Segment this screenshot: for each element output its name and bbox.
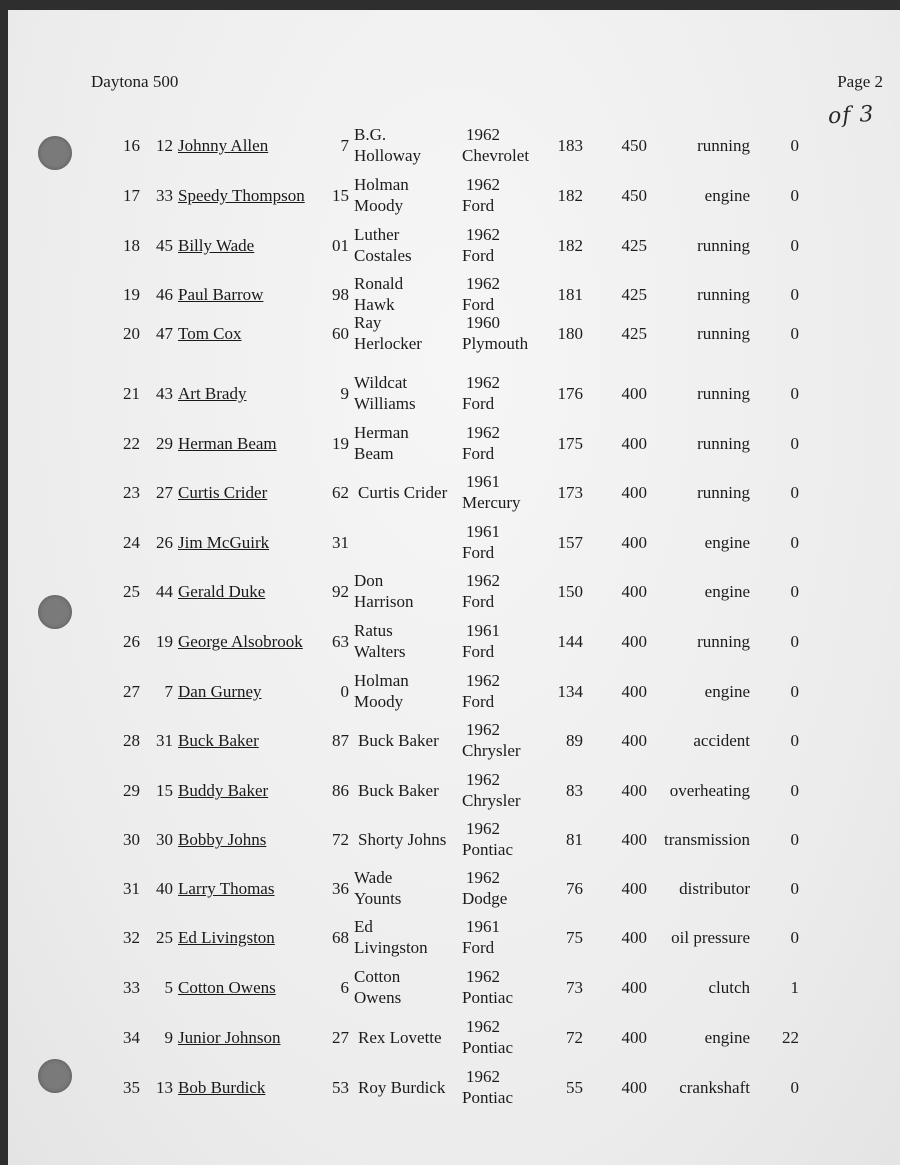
laps-completed: 157	[557, 533, 583, 552]
finish-status: running	[697, 236, 750, 255]
finish-position: 35	[123, 1078, 140, 1097]
points: 0	[790, 731, 799, 750]
prize-money: 400	[621, 781, 647, 800]
laps-completed: 182	[557, 186, 583, 205]
laps-completed: 144	[557, 632, 583, 651]
car-make: Ford	[462, 592, 495, 611]
finish-position: 22	[123, 434, 140, 453]
points: 0	[790, 879, 799, 898]
start-position: 27	[156, 483, 173, 502]
finish-status: running	[697, 483, 750, 502]
finish-position: 21	[123, 384, 140, 403]
finish-status: engine	[704, 682, 750, 701]
car-number: 86	[332, 781, 349, 800]
prize-money: 400	[621, 928, 647, 947]
prize-money: 400	[621, 632, 647, 651]
table-row	[8, 918, 900, 962]
car-number: 60	[332, 324, 349, 343]
driver-link[interactable]: Paul Barrow	[178, 285, 264, 304]
points: 0	[790, 236, 799, 255]
prize-money: 400	[621, 978, 647, 997]
finish-position: 32	[123, 928, 140, 947]
owner-name: Roy Burdick	[358, 1078, 446, 1097]
table-row	[8, 968, 900, 1012]
table-row	[8, 473, 900, 517]
finish-status: engine	[704, 186, 750, 205]
laps-completed: 180	[557, 324, 583, 343]
prize-money: 425	[621, 236, 647, 255]
prize-money: 450	[621, 136, 647, 155]
start-position: 9	[164, 1028, 173, 1047]
car-make: Dodge	[462, 889, 508, 908]
driver-link[interactable]: Ed Livingston	[178, 928, 275, 947]
points: 0	[790, 324, 799, 343]
laps-completed: 134	[557, 682, 583, 701]
start-position: 5	[164, 978, 173, 997]
owner-name-line2: Holloway	[354, 146, 422, 165]
prize-money: 400	[621, 1028, 647, 1047]
car-make: Ford	[462, 246, 495, 265]
car-number: 62	[332, 483, 349, 502]
points: 0	[790, 928, 799, 947]
finish-position: 25	[123, 582, 140, 601]
finish-status: running	[697, 384, 750, 403]
table-row	[8, 424, 900, 468]
car-number: 68	[332, 928, 349, 947]
car-make: Chevrolet	[462, 146, 530, 165]
car-year: 1962	[466, 274, 500, 293]
finish-position: 34	[123, 1028, 140, 1047]
finish-status: oil pressure	[671, 928, 750, 947]
car-year: 1962	[466, 1067, 500, 1086]
owner-name: Buck Baker	[358, 731, 439, 750]
car-make: Ford	[462, 543, 495, 562]
car-number: 01	[332, 236, 349, 255]
prize-money: 425	[621, 285, 647, 304]
car-year: 1962	[466, 819, 500, 838]
owner-name-line1: Holman	[354, 671, 409, 690]
owner-name-line1: Ronald	[354, 274, 404, 293]
points: 0	[790, 781, 799, 800]
table-row	[8, 721, 900, 765]
points: 1	[790, 978, 799, 997]
car-make: Ford	[462, 692, 495, 711]
laps-completed: 81	[566, 830, 583, 849]
car-year: 1960	[466, 313, 500, 332]
table-row	[8, 374, 900, 418]
owner-name-line1: Herman	[354, 423, 409, 442]
owner-name-line1: Ed	[354, 917, 373, 936]
laps-completed: 76	[566, 879, 583, 898]
finish-position: 23	[123, 483, 140, 502]
start-position: 26	[156, 533, 173, 552]
laps-completed: 181	[557, 285, 583, 304]
laps-completed: 175	[557, 434, 583, 453]
points: 0	[790, 483, 799, 502]
car-number: 92	[332, 582, 349, 601]
owner-name-line1: Wade	[354, 868, 393, 887]
driver-link[interactable]: Larry Thomas	[178, 879, 275, 898]
driver-link[interactable]: Bobby Johns	[178, 830, 267, 849]
finish-status: crankshaft	[679, 1078, 750, 1097]
driver-link[interactable]: Tom Cox	[178, 324, 242, 343]
document-title: Daytona 500	[91, 72, 179, 91]
car-number: 15	[332, 186, 349, 205]
finish-status: running	[697, 136, 750, 155]
car-make: Ford	[462, 394, 495, 413]
finish-status: engine	[704, 533, 750, 552]
owner-name: Rex Lovette	[358, 1028, 442, 1047]
car-year: 1962	[466, 423, 500, 442]
prize-money: 400	[621, 483, 647, 502]
prize-money: 400	[621, 731, 647, 750]
owner-name-line1: Cotton	[354, 967, 401, 986]
owner-name-line2: Owens	[354, 988, 402, 1007]
table-row	[8, 314, 900, 358]
finish-status: engine	[704, 1028, 750, 1047]
start-position: 12	[156, 136, 173, 155]
car-make: Pontiac	[462, 840, 513, 859]
car-year: 1961	[466, 472, 500, 491]
owner-name-line2: Moody	[354, 196, 404, 215]
car-number: 36	[332, 879, 349, 898]
owner-name: Buck Baker	[358, 781, 439, 800]
finish-status: engine	[704, 582, 750, 601]
owner-name-line2: Hawk	[354, 295, 395, 314]
start-position: 40	[156, 879, 173, 898]
car-make: Pontiac	[462, 1088, 513, 1107]
driver-link[interactable]: Art Brady	[178, 384, 247, 403]
prize-money: 400	[621, 1078, 647, 1097]
finish-position: 33	[123, 978, 140, 997]
laps-completed: 72	[566, 1028, 583, 1047]
finish-position: 30	[123, 830, 140, 849]
driver-link[interactable]: Jim McGuirk	[178, 533, 270, 552]
car-number: 63	[332, 632, 349, 651]
start-position: 31	[156, 731, 173, 750]
car-make: Ford	[462, 196, 495, 215]
owner-name-line2: Beam	[354, 444, 394, 463]
start-position: 29	[156, 434, 173, 453]
points: 0	[790, 186, 799, 205]
car-year: 1962	[466, 770, 500, 789]
driver-link[interactable]: Curtis Crider	[178, 483, 268, 502]
laps-completed: 55	[566, 1078, 583, 1097]
car-year: 1961	[466, 917, 500, 936]
car-number: 31	[332, 533, 349, 552]
owner-name-line2: Livingston	[354, 938, 428, 957]
finish-position: 28	[123, 731, 140, 750]
car-make: Ford	[462, 444, 495, 463]
car-make: Chrysler	[462, 791, 521, 810]
start-position: 13	[156, 1078, 173, 1097]
finish-position: 17	[123, 186, 140, 205]
driver-link[interactable]: Buck Baker	[178, 731, 259, 750]
start-position: 47	[156, 324, 173, 343]
car-make: Ford	[462, 938, 495, 957]
driver-link[interactable]: Cotton Owens	[178, 978, 276, 997]
owner-name-line2: Herlocker	[354, 334, 422, 353]
laps-completed: 75	[566, 928, 583, 947]
owner-name-line2: Younts	[354, 889, 402, 908]
prize-money: 425	[621, 324, 647, 343]
driver-link[interactable]: Herman Beam	[178, 434, 277, 453]
car-year: 1962	[466, 175, 500, 194]
prize-money: 400	[621, 582, 647, 601]
table-row	[8, 572, 900, 616]
points: 0	[790, 682, 799, 701]
car-number: 53	[332, 1078, 349, 1097]
finish-position: 19	[123, 285, 140, 304]
car-make: Ford	[462, 642, 495, 661]
points: 0	[790, 1078, 799, 1097]
points: 0	[790, 533, 799, 552]
car-number: 6	[340, 978, 349, 997]
points: 0	[790, 136, 799, 155]
finish-status: transmission	[664, 830, 750, 849]
prize-money: 400	[621, 879, 647, 898]
table-row	[8, 771, 900, 815]
laps-completed: 183	[557, 136, 583, 155]
finish-status: accident	[693, 731, 750, 750]
finish-position: 16	[123, 136, 140, 155]
owner-name: Curtis Crider	[358, 483, 448, 502]
finish-position: 18	[123, 236, 140, 255]
points: 0	[790, 285, 799, 304]
finish-position: 31	[123, 879, 140, 898]
driver-link[interactable]: Johnny Allen	[178, 136, 269, 155]
owner-name-line1: Don	[354, 571, 384, 590]
car-make: Mercury	[462, 493, 521, 512]
car-number: 0	[340, 682, 349, 701]
laps-completed: 83	[566, 781, 583, 800]
owner-name-line2: Harrison	[354, 592, 414, 611]
start-position: 19	[156, 632, 173, 651]
finish-status: overheating	[669, 781, 750, 800]
start-position: 30	[156, 830, 173, 849]
driver-link[interactable]: George Alsobrook	[178, 632, 303, 651]
prize-money: 400	[621, 682, 647, 701]
car-number: 27	[332, 1028, 349, 1047]
prize-money: 400	[621, 830, 647, 849]
start-position: 44	[156, 582, 173, 601]
car-make: Ford	[462, 295, 495, 314]
owner-name-line1: Ray	[354, 313, 382, 332]
car-year: 1962	[466, 125, 500, 144]
car-year: 1962	[466, 571, 500, 590]
table-row	[8, 226, 900, 270]
car-make: Plymouth	[462, 334, 529, 353]
table-row	[8, 1018, 900, 1062]
owner-name-line1: Holman	[354, 175, 409, 194]
table-row	[8, 523, 900, 567]
finish-position: 24	[123, 533, 140, 552]
start-position: 7	[164, 682, 173, 701]
owner-name: Shorty Johns	[358, 830, 447, 849]
finish-position: 29	[123, 781, 140, 800]
car-year: 1962	[466, 225, 500, 244]
owner-name-line1: Luther	[354, 225, 400, 244]
points: 22	[782, 1028, 799, 1047]
laps-completed: 89	[566, 731, 583, 750]
laps-completed: 150	[557, 582, 583, 601]
owner-name-line2: Moody	[354, 692, 404, 711]
car-make: Pontiac	[462, 1038, 513, 1057]
car-year: 1962	[466, 373, 500, 392]
points: 0	[790, 830, 799, 849]
car-number: 87	[332, 731, 349, 750]
finish-status: running	[697, 434, 750, 453]
owner-name-line2: Williams	[354, 394, 416, 413]
driver-link[interactable]: Bob Burdick	[178, 1078, 266, 1097]
start-position: 46	[156, 285, 173, 304]
driver-link[interactable]: Billy Wade	[178, 236, 255, 255]
finish-status: running	[697, 324, 750, 343]
finish-position: 27	[123, 682, 140, 701]
car-year: 1962	[466, 868, 500, 887]
document-page	[8, 10, 900, 1165]
points: 0	[790, 384, 799, 403]
laps-completed: 182	[557, 236, 583, 255]
points: 0	[790, 632, 799, 651]
start-position: 45	[156, 236, 173, 255]
start-position: 33	[156, 186, 173, 205]
start-position: 15	[156, 781, 173, 800]
owner-name-line1: B.G.	[354, 125, 387, 144]
car-make: Pontiac	[462, 988, 513, 1007]
car-year: 1961	[466, 522, 500, 541]
prize-money: 400	[621, 384, 647, 403]
driver-link[interactable]: Junior Johnson	[178, 1028, 281, 1047]
start-position: 25	[156, 928, 173, 947]
table-row	[8, 1068, 900, 1112]
table-row	[8, 869, 900, 913]
owner-name-line2: Walters	[354, 642, 406, 661]
driver-link[interactable]: Speedy Thompson	[178, 186, 305, 205]
car-year: 1962	[466, 671, 500, 690]
laps-completed: 176	[557, 384, 583, 403]
owner-name-line1: Ratus	[354, 621, 393, 640]
finish-position: 20	[123, 324, 140, 343]
owner-name-line2: Costales	[354, 246, 412, 265]
table-row	[8, 820, 900, 864]
handwritten-page-total: of 3	[827, 101, 876, 130]
points: 0	[790, 434, 799, 453]
car-number: 7	[340, 136, 349, 155]
driver-link[interactable]: Gerald Duke	[178, 582, 266, 601]
car-number: 72	[332, 830, 349, 849]
car-year: 1962	[466, 720, 500, 739]
finish-position: 26	[123, 632, 140, 651]
car-year: 1961	[466, 621, 500, 640]
table-row	[8, 275, 900, 319]
car-year: 1962	[466, 967, 500, 986]
finish-status: running	[697, 632, 750, 651]
finish-status: distributor	[679, 879, 750, 898]
prize-money: 400	[621, 533, 647, 552]
car-number: 98	[332, 285, 349, 304]
prize-money: 400	[621, 434, 647, 453]
table-row	[8, 622, 900, 666]
laps-completed: 173	[557, 483, 583, 502]
finish-status: clutch	[708, 978, 750, 997]
owner-name-line1: Wildcat	[354, 373, 408, 392]
table-row	[8, 126, 900, 170]
laps-completed: 73	[566, 978, 583, 997]
car-number: 19	[332, 434, 349, 453]
page-number: Page 2	[837, 72, 883, 91]
points: 0	[790, 582, 799, 601]
driver-link[interactable]: Buddy Baker	[178, 781, 269, 800]
table-row	[8, 176, 900, 220]
prize-money: 450	[621, 186, 647, 205]
start-position: 43	[156, 384, 173, 403]
car-year: 1962	[466, 1017, 500, 1036]
driver-link[interactable]: Dan Gurney	[178, 682, 262, 701]
car-make: Chrysler	[462, 741, 521, 760]
table-row	[8, 672, 900, 716]
car-number: 9	[340, 384, 349, 403]
finish-status: running	[697, 285, 750, 304]
